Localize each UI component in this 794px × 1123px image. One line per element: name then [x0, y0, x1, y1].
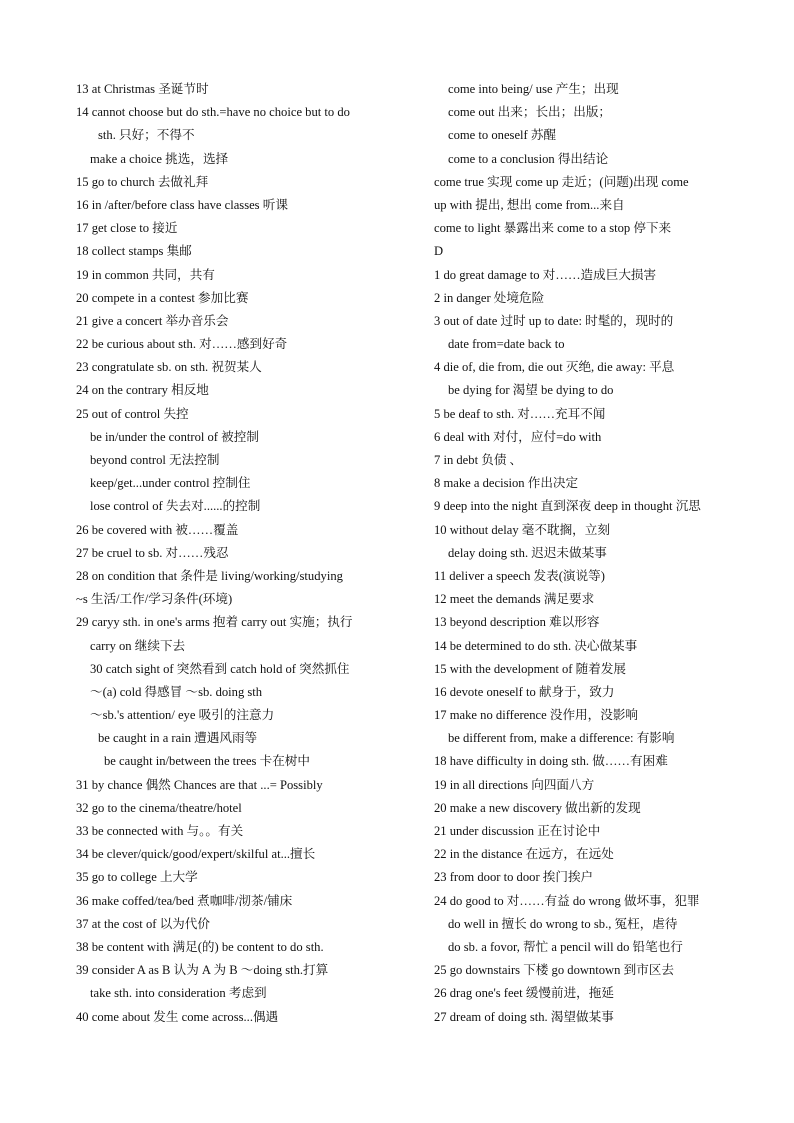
text-line: 21 under discussion 正在讨论中 — [434, 824, 601, 838]
text-line: 24 on the contrary 相反地 — [76, 383, 209, 398]
text-line: 3 out of date 过时 up to date: 时髦的，现时的 — [434, 313, 674, 328]
text-line: 31 by chance 偶然 Chances are that ...= Possibly — [76, 777, 323, 792]
text-line: 35 go to college 上大学 — [76, 870, 198, 885]
text-line: be dying for 渴望 be dying to do — [448, 383, 614, 398]
text-line: 14 cannot choose but do sth.=have no choice but to do — [76, 105, 350, 120]
text-line: be in/under the control of 被控制 — [90, 429, 259, 444]
left-column — [76, 78, 416, 1029]
text-line: sth. 只好；不得不 — [98, 128, 195, 143]
right-column — [434, 78, 786, 1029]
text-line: lose control of 失去对......的控制 — [90, 499, 261, 514]
text-line: 33 be connected with 与。。有关 — [76, 824, 244, 838]
text-line: 26 be covered with 被……覆盖 — [76, 522, 239, 537]
text-line: 30 catch sight of 突然看到 catch hold of 突然抓住 — [90, 661, 350, 676]
text-line: 20 make a new discovery 做出新的发现 — [434, 800, 641, 815]
text-line: take sth. into consideration 考虑到 — [90, 986, 267, 1001]
text-line: 36 make coffed/tea/bed 煮咖啡/沏茶/铺床 — [76, 893, 293, 908]
text-line: 32 go to the cinema/theatre/hotel — [76, 800, 242, 815]
text-line: 25 out of control 失控 — [76, 406, 189, 421]
text-line: 20 compete in a contest 参加比赛 — [76, 290, 249, 305]
text-line: 7 in debt 负债 、 — [434, 453, 523, 467]
text-line: 15 with the development of 随着发展 — [434, 661, 627, 676]
text-line: 10 without delay 毫不耽搁，立刻 — [434, 522, 610, 537]
text-line: come to a conclusion 得出结论 — [448, 151, 609, 166]
text-line: 21 give a concert 举办音乐会 — [76, 313, 229, 328]
text-line: 19 in common 共同，共有 — [76, 267, 215, 282]
text-line: 14 be determined to do sth. 决心做某事 — [434, 638, 638, 653]
text-line: come into being/ use 产生；出现 — [448, 82, 619, 96]
text-line: 23 from door to door 挨门挨户 — [434, 870, 594, 885]
text-line: ～sb.'s attention/ eye 吸引的注意力 — [90, 708, 275, 723]
text-line: 18 collect stamps 集邮 — [76, 244, 192, 259]
text-line: 18 have difficulty in doing sth. 做……有困难 — [434, 754, 668, 769]
text-line: carry on 继续下去 — [90, 638, 186, 653]
text-line: be different from, make a difference: 有影响 — [448, 731, 675, 746]
text-line: 15 go to church 去做礼拜 — [76, 174, 209, 189]
text-line: delay doing sth. 迟迟未做某事 — [448, 545, 607, 560]
text-line: 17 make no difference 没作用，没影响 — [434, 708, 639, 723]
text-line: 8 make a decision 作出决定 — [434, 476, 579, 491]
text-line: 39 consider A as B 认为 A 为 B ～doing sth.打算 — [76, 963, 329, 978]
text-line: ~s 生活/工作/学习条件(环境) — [76, 592, 233, 607]
text-line: keep/get...under control 控制住 — [90, 476, 251, 491]
text-line: come out 出来；长出；出版； — [448, 105, 612, 120]
text-line: 4 die of, die from, die out 灭绝, die away: 平息 — [434, 360, 675, 375]
text-line: do well in 擅长 do wrong to sb., 冤枉，虐待 — [448, 916, 678, 931]
text-line: 34 be clever/quick/good/expert/skilful at...擅长 — [76, 847, 316, 862]
text-line: come true 实现 come up 走近；(问题)出现 come — [434, 174, 689, 189]
text-line: 22 in the distance 在远方，在远处 — [434, 847, 614, 862]
text-line: 27 dream of doing sth. 渴望做某事 — [434, 1009, 614, 1024]
text-line: 24 do good to 对……有益 do wrong 做坏事，犯罪 — [434, 893, 700, 908]
text-line: 25 go downstairs 下楼 go downtown 到市区去 — [434, 963, 674, 978]
text-line: 12 meet the demands 满足要求 — [434, 592, 595, 607]
text-line: 19 in all directions 向四面八方 — [434, 777, 595, 792]
text-line: 13 beyond description 难以形容 — [434, 615, 600, 630]
text-line: come to light 暴露出来 come to a stop 停下来 — [434, 221, 672, 236]
text-line: 29 caryy sth. in one's arms 抱着 carry out 实施；执行 — [76, 615, 353, 630]
text-line: be caught in/between the trees 卡在树中 — [104, 754, 310, 769]
text-line: 37 at the cost of 以为代价 — [76, 916, 210, 931]
text-line: do sb. a fovor, 帮忙 a pencil will do 铅笔也行 — [448, 939, 683, 954]
text-line: 17 get close to 接近 — [76, 221, 178, 236]
text-line: ～(a) cold 得感冒 ～sb. doing sth — [90, 684, 263, 699]
text-line: 2 in danger 处境危险 — [434, 290, 545, 305]
text-line: 16 in /after/before class have classes 听课 — [76, 197, 288, 212]
text-line: 27 be cruel to sb. 对……残忍 — [76, 545, 229, 560]
text-line: 11 deliver a speech 发表(演说等) — [434, 568, 605, 583]
section-letter: D — [434, 244, 444, 259]
text-line: date from=date back to — [448, 337, 565, 352]
text-line: 22 be curious about sth. 对……感到好奇 — [76, 337, 288, 352]
text-line: 1 do great damage to 对……造成巨大损害 — [434, 267, 657, 282]
text-line: 13 at Christmas 圣诞节时 — [76, 82, 209, 96]
text-line: 40 come about 发生 come across...偶遇 — [76, 1009, 279, 1024]
text-line: 26 drag one's feet 缓慢前进，拖延 — [434, 986, 614, 1001]
text-line: 5 be deaf to sth. 对……充耳不闻 — [434, 406, 606, 421]
text-line: 9 deep into the night 直到深夜 deep in thought 沉思 — [434, 499, 701, 514]
text-line: be caught in a rain 遭遇风雨等 — [98, 731, 258, 746]
text-line: 23 congratulate sb. on sth. 祝贺某人 — [76, 360, 262, 375]
text-line: up with 提出, 想出 come from...来自 — [434, 197, 625, 212]
text-line: make a choice 挑选，选择 — [90, 151, 229, 166]
text-line: 6 deal with 对付，应付=do with — [434, 429, 602, 444]
text-line: 38 be content with 满足(的) be content to do sth. — [76, 939, 324, 954]
text-line: 28 on condition that 条件是 living/working/studying — [76, 568, 343, 583]
text-line: 16 devote oneself to 献身于，致力 — [434, 684, 615, 699]
text-line: beyond control 无法控制 — [90, 453, 220, 467]
text-line: come to oneself 苏醒 — [448, 128, 557, 143]
